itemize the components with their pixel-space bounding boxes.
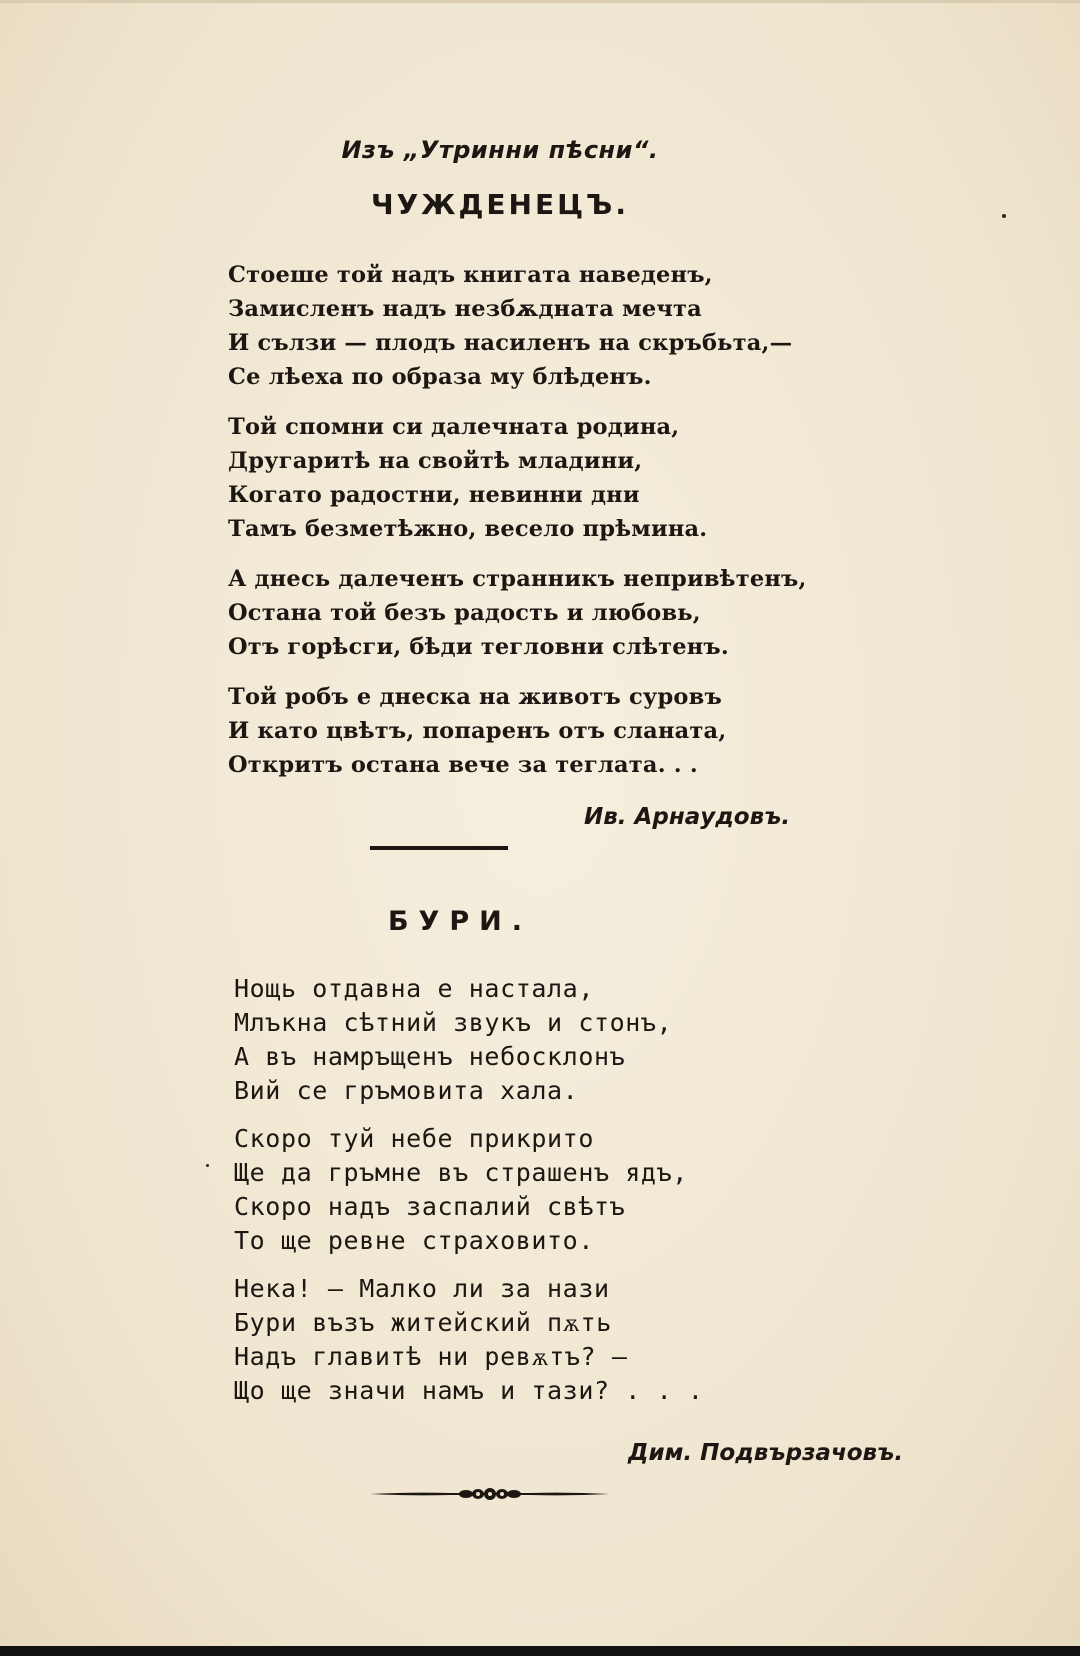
poem-line: Той спомни си далечната родина,	[228, 414, 680, 440]
poem1-stanza	[228, 258, 807, 394]
poem-line: Когато радостни, невинни дни	[228, 482, 640, 508]
poem-line: Той робъ е днеска на животъ суровъ	[228, 684, 722, 710]
poem1-title: ЧУЖДЕНЕЦЪ.	[370, 188, 630, 221]
poem2-title: БУРИ.	[387, 906, 533, 937]
poem1-body	[228, 258, 807, 798]
poem-line: Откритъ остана вече за теглата. . .	[228, 752, 698, 778]
poem2-stanza	[234, 1272, 704, 1408]
poem2-stanza	[234, 972, 704, 1108]
poem-line: Скоро надъ заспалий свѣтъ	[234, 1192, 626, 1221]
poem-line: Млъкна сѣтний звукъ и стонъ,	[234, 1008, 673, 1037]
poem2-stanza	[234, 1122, 704, 1258]
poem-line: Ще да гръмне въ страшенъ ядъ,	[234, 1158, 688, 1187]
page-bottom-edge	[0, 1646, 1080, 1656]
ornament-divider	[370, 1486, 610, 1502]
poem-line: Що ще значи намъ и тази? . . .	[234, 1376, 704, 1405]
poem-line: То ще ревне страховито.	[234, 1226, 594, 1255]
poem-line: Остана той безъ радость и любовь,	[228, 600, 701, 626]
poem-line: И като цвѣтъ, попаренъ отъ сланата,	[228, 718, 727, 744]
print-speck	[1002, 214, 1006, 218]
poem2-body	[234, 972, 704, 1422]
poem-line: А въ намръщенъ небосклонъ	[234, 1042, 626, 1071]
poem1-stanza	[228, 562, 807, 664]
poem-line: А днесь далеченъ странникъ непривѣтенъ,	[228, 566, 807, 592]
poem-line: Тамъ безметѣжно, весело прѣмина.	[228, 516, 708, 542]
poem-line: Замисленъ надъ незбѫдната мечта	[228, 296, 702, 322]
section-divider-rule	[370, 846, 508, 850]
poem2-author: Дим. Подвързачовъ.	[628, 1440, 904, 1466]
poem-line: Скоро туй небе прикрито	[234, 1124, 594, 1153]
poem-line: Нека! — Малко ли за нази	[234, 1274, 610, 1303]
poem-line: Стоеше той надъ книгата наведенъ,	[228, 262, 713, 288]
poem-line: Надъ главитѣ ни ревѫтъ? —	[234, 1342, 628, 1371]
poem-line: И сълзи — плодъ насиленъ на скръбьта,—	[228, 330, 793, 356]
poem1-stanza	[228, 410, 807, 546]
poem-line: Отъ горѣсги, бѣди тегловни слѣтенъ.	[228, 634, 729, 660]
page-top-edge	[0, 0, 1080, 3]
poem-line: Бури възъ житейский пѫть	[234, 1308, 612, 1337]
poem1-stanza	[228, 680, 807, 782]
poem-line: Вий се гръмовита хала.	[234, 1076, 579, 1105]
poem-line: Другаритѣ на свойтѣ младини,	[228, 448, 643, 474]
poem1-author: Ив. Арнаудовъ.	[584, 804, 791, 830]
poem-line: Нощь отдавна е настала,	[234, 974, 594, 1003]
print-speck	[206, 1164, 209, 1167]
source-line: Изъ „Утринни пѣсни“.	[341, 136, 659, 164]
poem-line: Се лѣеха по образа му блѣденъ.	[228, 364, 652, 390]
